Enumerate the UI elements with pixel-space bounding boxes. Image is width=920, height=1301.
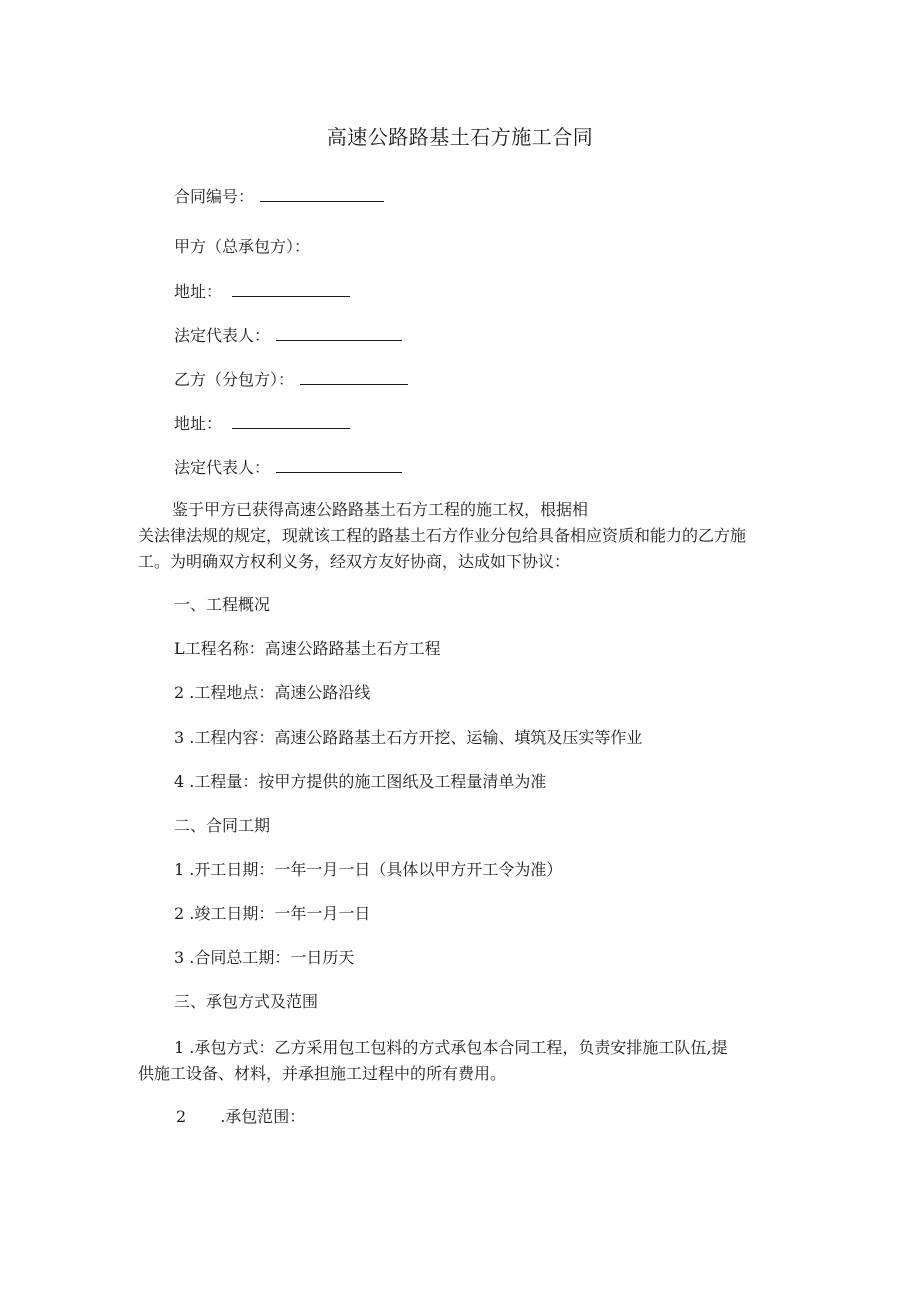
preamble-paragraph xyxy=(138,497,788,575)
party-b-address-field xyxy=(174,412,350,436)
list-item: 3 .工程内容：高速公路路基土石方开挖、运输、填筑及压实等作业 xyxy=(174,728,643,747)
party-a-label: 甲方（总承包方）： xyxy=(174,237,311,256)
contract-no-field xyxy=(174,185,384,209)
party-a-address-label: 地址： xyxy=(174,282,223,301)
party-b-address-label: 地址： xyxy=(174,414,223,433)
party-a-address-field xyxy=(174,280,350,304)
section-heading: 一、工程概况 xyxy=(174,595,271,614)
list-item: 2 .工程地点：高速公路沿线 xyxy=(174,683,371,702)
list-item xyxy=(176,1105,305,1129)
list-item: 3 .合同总工期：一日历天 xyxy=(174,948,355,967)
party-a-rep-field xyxy=(174,324,402,348)
party-a-address-blank xyxy=(232,282,350,297)
contract-no-blank xyxy=(260,187,384,202)
party-b-rep-field xyxy=(174,456,402,480)
party-b-label: 乙方（分包方）： xyxy=(174,370,295,389)
party-b-rep-blank xyxy=(276,458,402,473)
preamble-line: 工。为明确双方权利义务，经双方友好协商，达成如下协议： xyxy=(138,552,571,571)
party-b-blank xyxy=(300,370,408,385)
list-item: 1 .开工日期：一年一月一日（具体以甲方开工令为准） xyxy=(174,860,563,879)
party-b-field xyxy=(174,368,408,392)
preamble-line: 关法律法规的规定，现就该工程的路基土石方作业分包给具备相应资质和能力的乙方施 xyxy=(138,526,747,545)
list-item: L工程名称：高速公路路基土石方工程 xyxy=(174,639,441,658)
party-b-rep-label: 法定代表人： xyxy=(174,458,271,477)
section-heading: 三、承包方式及范围 xyxy=(174,992,319,1011)
party-b-address-blank xyxy=(232,414,350,429)
list-item-text: .承包范围： xyxy=(220,1107,306,1126)
party-a-field xyxy=(174,235,310,259)
section-heading: 二、合同工期 xyxy=(174,816,271,835)
list-item-number: 2 xyxy=(176,1107,187,1126)
list-item-line: 1 .承包方式：乙方采用包工包料的方式承包本合同工程，负责安排施工队伍,提 xyxy=(174,1038,728,1057)
document-title: 高速公路路基土石方施工合同 xyxy=(326,125,594,149)
contract-method-paragraph xyxy=(138,1035,788,1087)
list-item-line: 供施工设备、材料，并承担施工过程中的所有费用。 xyxy=(138,1064,507,1083)
contract-no-label: 合同编号： xyxy=(174,187,255,206)
list-item: 2 .竣工日期：一年一月一日 xyxy=(174,904,371,923)
party-a-rep-blank xyxy=(276,326,402,341)
list-item: 4 .工程量：按甲方提供的施工图纸及工程量清单为准 xyxy=(174,772,547,791)
party-a-rep-label: 法定代表人： xyxy=(174,326,271,345)
preamble-line: 鉴于甲方已获得高速公路路基土石方工程的施工权，根据相 xyxy=(172,500,589,519)
